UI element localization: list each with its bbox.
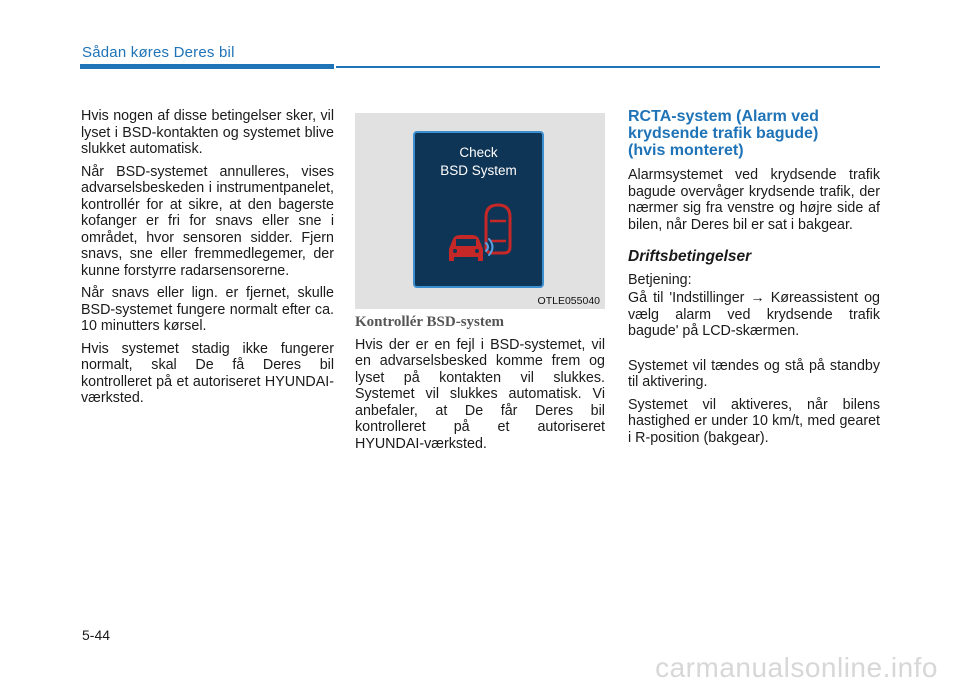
- paragraph: Når BSD-systemet annulleres, vises advarselsbeskeden i instrumentpanelet, kontrollér for at sikre, at den bagerste kofanger er fri for snavs eller sne i området, hvor sensoren sidder. Fjern snavs, sne eller fremmedlegemer, der kunne forstyrre radarsensorerne.: [81, 163, 334, 279]
- column-middle: [355, 314, 605, 458]
- column-left: [81, 108, 334, 413]
- display-line-check: Check: [459, 145, 498, 160]
- section-title-line: RCTA-system (Alarm ved: [628, 108, 819, 125]
- page-number: 5-44: [82, 627, 111, 643]
- paragraph: Gå til 'Indstillinger → Køreassistent og vælg alarm ved krydsende trafik bagude' på LCD-skærmen.: [628, 290, 880, 339]
- section-title-line: krydsende trafik bagude): [628, 125, 819, 142]
- header-rule-thick: [80, 64, 334, 69]
- paragraph: Systemet vil tændes og stå på standby til aktivering.: [628, 357, 880, 390]
- paragraph: Når snavs eller lign. er fjernet, skulle BSD-systemet fungere normalt efter ca. 10 minutters kørsel.: [81, 285, 334, 334]
- bsd-illustration: [415, 133, 542, 286]
- paragraph: Systemet vil aktiveres, når bilens hastighed er under 10 km/t, med gearet i R-position (bakgear).: [628, 396, 880, 446]
- section-title-line: (hvis monteret): [628, 142, 744, 159]
- operation-label: Betjening:: [628, 271, 692, 288]
- column-right: [628, 108, 880, 452]
- cluster-display: [413, 131, 544, 288]
- car-rear-view-icon: [449, 235, 483, 261]
- watermark: carmanualsonline.info: [655, 652, 938, 683]
- paragraph: Hvis der er en fejl i BSD-systemet, vil en advarselsbesked komme frem og lyset på kontakten vil slukkes. Systemet vil slukkes automatisk. Vi anbefaler, at De får Deres bil kontrolleret på et autoriseret HYUNDAI-værksted.: [355, 336, 605, 452]
- car-top-view-icon: [486, 205, 510, 253]
- section-title: [628, 108, 880, 159]
- spacer: [628, 346, 880, 358]
- display-line-bsd-system: BSD System: [440, 163, 517, 178]
- paragraph: Alarmsystemet ved krydsende trafik bagude overvåger krydsende trafik, der nærmer sig fra venstre og højre side af bilen, når Deres bil er sat i bakgear.: [628, 167, 880, 233]
- paragraph: Hvis nogen af disse betingelser sker, vil lyset i BSD-kontakten og systemet blive slukket automatisk.: [81, 108, 334, 157]
- paragraph: Hvis systemet stadig ikke fungerer normalt, skal De få Deres bil kontrolleret på et autoriseret HYUNDAI-værksted.: [81, 340, 334, 406]
- figure-code: OTLE055040: [537, 295, 600, 307]
- header-rule-thin: [336, 66, 880, 68]
- section-header-title: Sådan køres Deres bil: [82, 44, 235, 61]
- figure-caption: Kontrollér BSD-system: [355, 314, 505, 330]
- bsd-warning-figure: [355, 113, 605, 309]
- subsection-title: Driftsbetingelser: [628, 248, 752, 265]
